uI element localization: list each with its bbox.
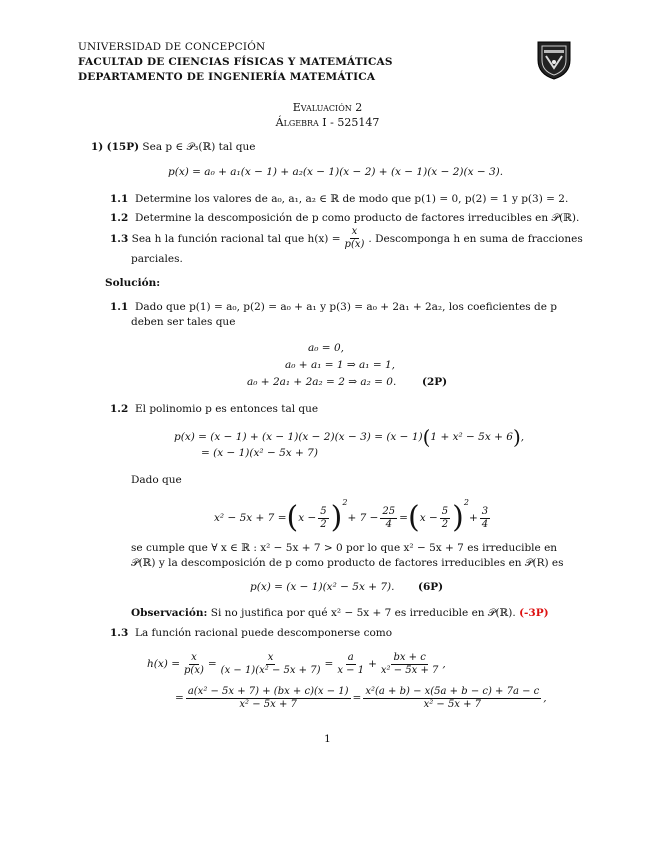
item-label: 1.2	[110, 403, 129, 415]
eq-part: =	[399, 512, 408, 524]
fraction: $\frac{\text{x²(a + b) − x(5a + b − c) + 7a − c}}{\text{x² − 5x + 7}}$	[365, 685, 540, 710]
factorization-equation	[174, 427, 524, 447]
eq-part: p(x) = (x − 1) + (x − 1)(x − 2)(x − 3) = (x − 1)	[174, 431, 423, 443]
square-exponent: 2	[342, 498, 348, 507]
solution-text: La función racional puede descomponerse como	[134, 627, 393, 639]
final-factorization: p(x) = (x − 1)(x² − 5x + 7).	[250, 581, 395, 593]
item-label: 1.3	[110, 232, 129, 245]
equation-a0: a₀ = 0,	[308, 342, 344, 354]
eq-part: h(x) =	[147, 658, 181, 670]
solution-1-1-line1	[110, 301, 557, 313]
item-text-c: parciales.	[131, 253, 183, 265]
equation-a1: a₀ + a₁ = 1 ⇒ a₁ = 1,	[285, 359, 395, 371]
fraction: $\frac{bx + c}{\text{x² − 5x + 7}}$	[380, 651, 439, 676]
university-name: UNIVERSIDAD DE CONCEPCIÓN	[78, 41, 266, 53]
observation-text: Si no justifica por qué x² − 5x + 7 es irreducible en 𝒫(ℝ).	[210, 607, 516, 619]
eq-part: x −	[419, 512, 438, 524]
solution-1-2-line3: 𝒫(ℝ) y la descomposición de p como producto de factores irreducibles en 𝒫(R) es	[131, 557, 564, 569]
eq-part: +	[468, 512, 478, 524]
page-number: 1	[324, 733, 331, 745]
fraction-5-2: $\frac{5}{2}$	[441, 505, 449, 530]
solution-1-2-line1	[110, 403, 318, 415]
department-name: DEPARTAMENTO DE INGENIERÍA MATEMÁTICA	[78, 71, 376, 83]
dado-que: Dado que	[131, 474, 182, 486]
observation-penalty: (-3P)	[519, 607, 549, 619]
eq-part: x −	[298, 512, 317, 524]
eq-part: ,	[520, 431, 525, 443]
observation	[131, 607, 549, 620]
item-1-3	[110, 226, 583, 251]
eq-part: x² − 5x + 7 =	[214, 512, 287, 524]
item-text-b: . Descomponga h en suma de fracciones	[368, 232, 583, 245]
paren-close: )	[512, 425, 521, 449]
polynomial-equation: p(x) = a₀ + a₁(x − 1) + a₂(x − 1)(x − 2) + (x − 1)(x − 2)(x − 3).	[168, 166, 504, 178]
solution-heading: Solución:	[105, 277, 161, 289]
paren-open: (	[407, 500, 420, 535]
eq-part: 1 + x² − 5x + 6	[430, 431, 513, 443]
eq-part: =	[175, 692, 184, 704]
eq-part: ,	[543, 692, 547, 704]
exam-title: Evaluación 2	[292, 101, 363, 114]
problem-points: (15P)	[106, 141, 140, 153]
partial-fraction-eq-2	[175, 682, 547, 714]
partial-fraction-eq-1	[147, 648, 446, 680]
complete-square-equation	[214, 498, 492, 538]
eq-part: +	[368, 658, 377, 670]
problem-number: 1)	[91, 141, 104, 153]
university-seal-logo	[536, 40, 572, 80]
fraction-25-4: $\frac{25}{4}$	[382, 505, 396, 530]
observation-label: Observación:	[131, 607, 208, 619]
eq-part: + 7 −	[347, 512, 379, 524]
item-text: Determine los valores de a₀, a₁, a₂ ∈ ℝ de modo que p(1) = 0, p(2) = 1 y p(3) = 2.	[134, 193, 569, 205]
item-text: Determine la descomposición de p como producto de factores irreducibles en 𝒫(ℝ).	[134, 212, 580, 224]
fraction: $\frac{a}{x - 1}$	[337, 651, 365, 676]
eq-part: =	[207, 658, 217, 670]
factorization-equation-2: = (x − 1)(x² − 5x + 7)	[201, 447, 318, 459]
course-title: Álgebra I - 525147	[275, 116, 380, 129]
paren-close: )	[330, 500, 343, 535]
paren-close: )	[452, 500, 464, 535]
fraction-5-2: $\frac{5}{2}$	[320, 505, 327, 530]
eq-part: =	[324, 658, 334, 670]
eq-part: ,	[442, 658, 446, 670]
equation-a2: a₀ + 2a₁ + 2a₂ = 2 ⇒ a₂ = 0.	[247, 376, 397, 388]
fraction: $\frac{x}{\text{(x − 1)(x² − 5x + 7)}}$	[220, 651, 321, 676]
solution-text: El polinomio p es entonces tal que	[134, 403, 319, 415]
problem-statement	[91, 141, 256, 154]
paren-open: (	[286, 500, 299, 535]
fraction: $\frac{x}{p(x)}$	[184, 651, 204, 676]
fraction: $\frac{\text{a(x² − 5x + 7) + (bx + c)(x − 1)}}{\text{x² − 5x + 7}}$	[187, 685, 349, 710]
item-label: 1.1	[110, 301, 129, 313]
item-label: 1.2	[110, 212, 129, 224]
points-6p: (6P)	[418, 581, 444, 593]
square-exponent: 2	[463, 498, 469, 507]
solution-1-3-line1	[110, 627, 392, 639]
eq-part: =	[352, 692, 362, 704]
item-label: 1.3	[110, 627, 129, 639]
solution-1-1-line2: deben ser tales que	[131, 316, 236, 328]
solution-text: Dado que p(1) = a₀, p(2) = a₀ + a₁ y p(3) = a₀ + 2a₁ + 2a₂, los coeficientes de p	[134, 301, 558, 313]
faculty-name: FACULTAD DE CIENCIAS FÍSICAS Y MATEMÁTICAS	[78, 56, 393, 68]
item-text-a: Sea h la función racional tal que h(x) =	[131, 232, 341, 245]
item-1-1	[110, 193, 568, 205]
paren-open: (	[422, 425, 431, 449]
item-label: 1.1	[110, 193, 129, 205]
item-1-2	[110, 212, 579, 225]
points-2p: (2P)	[422, 376, 448, 388]
fraction-x-over-p: $\frac{x}{p(x)}$	[344, 226, 365, 250]
fraction-3-4: $\frac{3}{4}$	[481, 505, 489, 530]
solution-1-2-line2: se cumple que ∀ x ∈ ℝ : x² − 5x + 7 > 0 por lo que x² − 5x + 7 es irreducible en	[131, 542, 558, 554]
problem-intro: Sea p ∈ 𝒫₃(ℝ) tal que	[142, 141, 256, 153]
